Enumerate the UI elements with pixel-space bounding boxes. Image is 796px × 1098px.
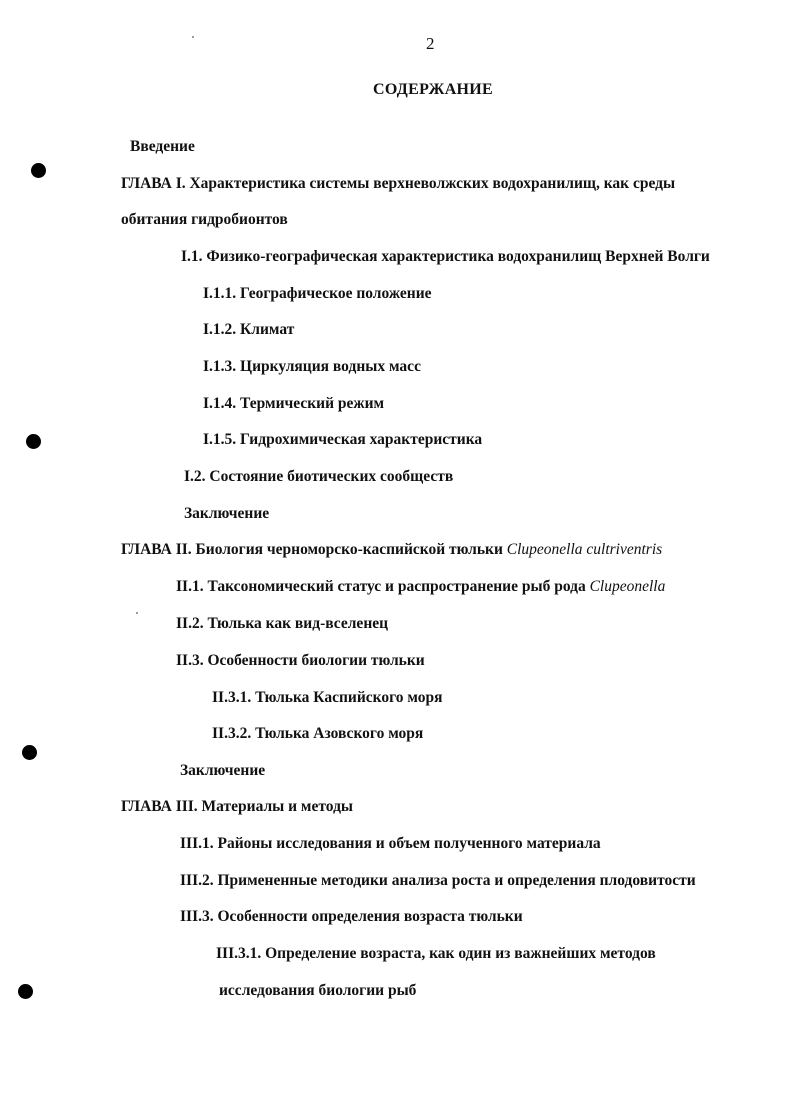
scan-speck	[192, 36, 194, 38]
toc-section-3-2: III.2. Примененные методики анализа роста и определения плодовитости	[180, 872, 696, 889]
toc-section-2-2: II.2. Тюлька как вид-вселенец	[176, 615, 389, 632]
toc-subsection-3-3-1-continued: исследования биологии рыб	[219, 982, 417, 999]
genus-name: Clupeonella	[589, 578, 666, 595]
toc-chapter-2-title	[121, 540, 662, 560]
toc-section-2-1-text: II.1. Таксономический статус и распространение рыб рода	[176, 578, 590, 595]
species-name: Clupeonella cultriventris	[506, 541, 663, 558]
toc-subsection-2-3-1: II.3.1. Тюлька Каспийского моря	[212, 689, 443, 706]
toc-chapter-2-conclusion: Заключение	[180, 762, 266, 779]
binder-hole	[18, 984, 33, 999]
toc-subsection-1-1-4: I.1.4. Термический режим	[203, 395, 385, 412]
toc-subsection-3-3-1: III.3.1. Определение возраста, как один из важнейших методов	[216, 945, 656, 962]
toc-subsection-1-1-2: I.1.2. Климат	[203, 321, 295, 338]
toc-section-3-1: III.1. Районы исследования и объем полученного материала	[180, 835, 601, 852]
toc-chapter-2-title-text: ГЛАВА II. Биология черноморско-каспийской тюльки	[121, 541, 507, 558]
toc-subsection-1-1-1: I.1.1. Географическое положение	[203, 285, 432, 302]
toc-section-1-1: I.1. Физико-географическая характеристика водохранилищ Верхней Волги	[181, 248, 710, 265]
toc-chapter-1-conclusion: Заключение	[184, 505, 270, 522]
toc-entry-intro: Введение	[130, 138, 195, 155]
toc-section-2-3: II.3. Особенности биологии тюльки	[176, 652, 425, 669]
toc-chapter-1-title-continued: обитания гидробионтов	[121, 211, 288, 228]
binder-hole	[22, 745, 37, 760]
toc-chapter-1-title: ГЛАВА I. Характеристика системы верхневолжских водохранилищ, как среды	[121, 175, 676, 192]
page-title: СОДЕРЖАНИЕ	[372, 81, 494, 98]
toc-subsection-2-3-2: II.3.2. Тюлька Азовского моря	[212, 725, 424, 742]
toc-section-2-1	[176, 577, 665, 597]
toc-section-3-3: III.3. Особенности определения возраста тюльки	[180, 908, 523, 925]
scan-speck	[136, 612, 138, 614]
binder-hole	[26, 434, 41, 449]
toc-section-1-2: I.2. Состояние биотических сообществ	[184, 468, 454, 485]
page-number: 2	[426, 34, 435, 53]
binder-hole	[31, 163, 46, 178]
toc-subsection-1-1-5: I.1.5. Гидрохимическая характеристика	[203, 431, 483, 448]
toc-subsection-1-1-3: I.1.3. Циркуляция водных масс	[203, 358, 421, 375]
toc-chapter-3-title: ГЛАВА III. Материалы и методы	[121, 798, 354, 815]
